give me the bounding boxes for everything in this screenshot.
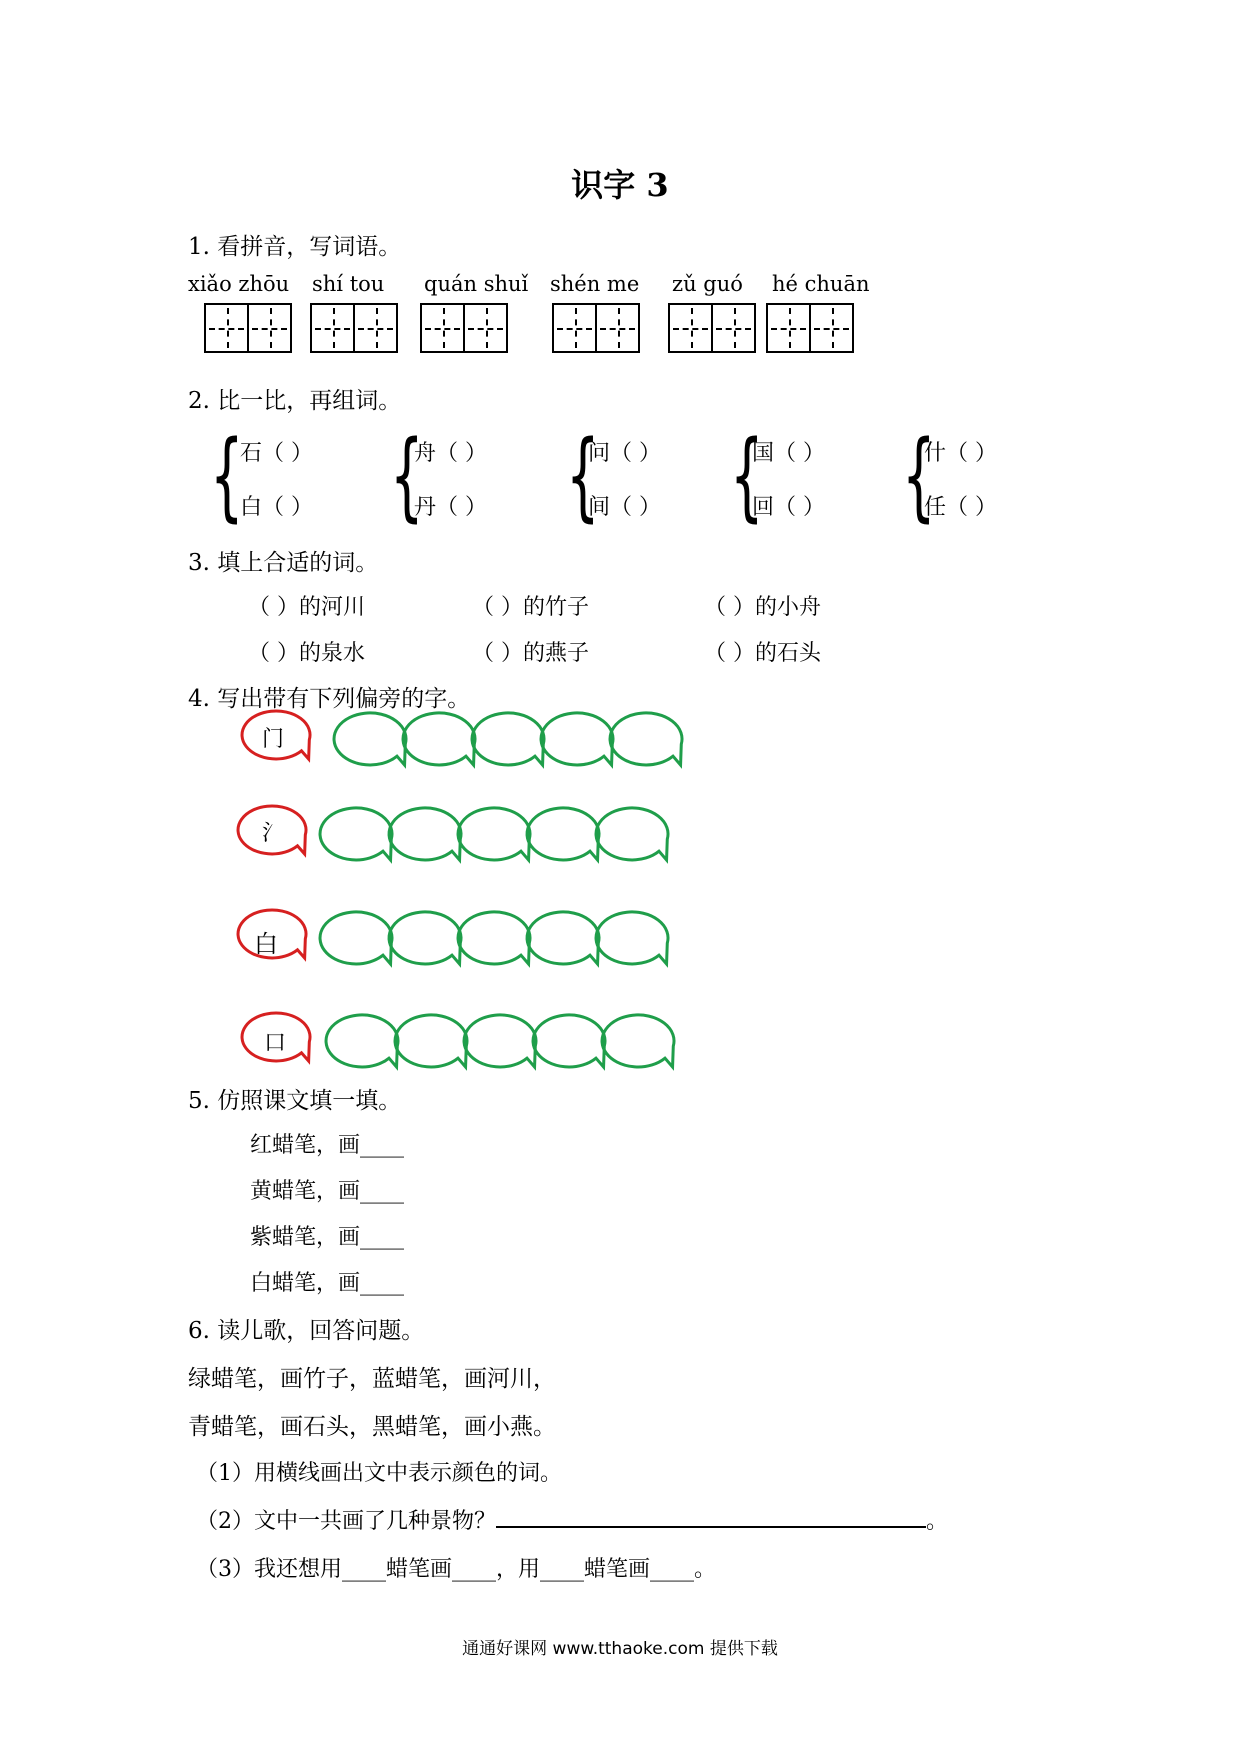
answer-bubble-3-2[interactable] bbox=[389, 912, 461, 964]
answer-bubble-3-1[interactable] bbox=[320, 912, 392, 964]
brace-3: { bbox=[566, 420, 600, 532]
q6-sub3: （3）我还想用____蜡笔画____，用____蜡笔画____。 bbox=[196, 1557, 716, 1582]
pinyin-1: xiǎo zhōu bbox=[188, 272, 290, 296]
q5-heading: 5. 仿照课文填一填。 bbox=[188, 1088, 402, 1114]
answer-bubble-1-3[interactable] bbox=[472, 713, 544, 765]
imitate-line-2: 黄蜡笔，画____ bbox=[250, 1179, 405, 1204]
answer-bubble-1-1[interactable] bbox=[334, 713, 406, 765]
q4-heading: 4. 写出带有下列偏旁的字。 bbox=[188, 686, 471, 712]
poem-line-1: 绿蜡笔，画竹子，蓝蜡笔，画河川， bbox=[188, 1366, 556, 1392]
compare-bottom-4: 回（ ） bbox=[752, 495, 825, 520]
radical-3: 白 bbox=[254, 930, 278, 958]
pinyin-4: shén me bbox=[550, 272, 640, 296]
fill-word-1: （ ）的河川 bbox=[248, 595, 365, 620]
imitate-line-3: 紫蜡笔，画____ bbox=[250, 1225, 405, 1250]
answer-bubble-3-4[interactable] bbox=[527, 912, 599, 964]
q2-heading: 2. 比一比，再组词。 bbox=[188, 388, 402, 414]
imitate-line-4: 白蜡笔，画____ bbox=[250, 1271, 405, 1296]
answer-bubble-2-5[interactable] bbox=[596, 808, 668, 860]
fill-word-2: （ ）的竹子 bbox=[472, 595, 589, 620]
answer-bubble-2-4[interactable] bbox=[527, 808, 599, 860]
q6-sub2-end: 。 bbox=[926, 1509, 949, 1534]
compare-bottom-5: 任（ ） bbox=[924, 495, 997, 520]
page-title: 识字 3 bbox=[571, 166, 669, 204]
imitate-line-1: 红蜡笔，画____ bbox=[250, 1133, 405, 1158]
q6-sub2-line bbox=[196, 1504, 948, 1535]
poem-line-2: 青蜡笔，画石头，黑蜡笔，画小燕。 bbox=[188, 1414, 556, 1440]
answer-bubble-2-3[interactable] bbox=[458, 808, 530, 860]
answer-bubble-3-5[interactable] bbox=[596, 912, 668, 964]
compare-bottom-1: 白（ ） bbox=[240, 495, 313, 520]
answer-bubble-4-2[interactable] bbox=[395, 1015, 467, 1067]
compare-bottom-3: 间（ ） bbox=[588, 495, 661, 520]
brace-2: { bbox=[390, 420, 424, 532]
q1-heading: 1. 看拼音，写词语。 bbox=[188, 234, 402, 260]
fill-word-6: （ ）的石头 bbox=[704, 641, 821, 666]
pinyin-5: zǔ guó bbox=[672, 272, 743, 296]
compare-top-5: 什（ ） bbox=[924, 441, 997, 466]
answer-bubble-3-3[interactable] bbox=[458, 912, 530, 964]
brace-5: { bbox=[902, 420, 936, 532]
q3-heading: 3. 填上合适的词。 bbox=[188, 550, 379, 576]
q6-sub1: （1）用横线画出文中表示颜色的词。 bbox=[196, 1461, 562, 1486]
answer-bubble-4-1[interactable] bbox=[326, 1015, 398, 1067]
pinyin-2: shí tou bbox=[312, 272, 385, 296]
answer-bubble-1-2[interactable] bbox=[403, 713, 475, 765]
brace-1: { bbox=[210, 420, 244, 532]
answer-bubble-1-5[interactable] bbox=[610, 713, 682, 765]
compare-bottom-2: 丹（ ） bbox=[414, 495, 487, 520]
q6-heading: 6. 读儿歌，回答问题。 bbox=[188, 1318, 425, 1344]
q6-sub2: （2）文中一共画了几种景物？ bbox=[196, 1509, 496, 1534]
compare-top-1: 石（ ） bbox=[240, 441, 313, 466]
answer-bubble-2-1[interactable] bbox=[320, 808, 392, 860]
compare-top-3: 问（ ） bbox=[588, 441, 661, 466]
compare-top-2: 舟（ ） bbox=[414, 441, 487, 466]
answer-bubble-2-2[interactable] bbox=[389, 808, 461, 860]
radical-2: 氵 bbox=[262, 821, 285, 846]
answer-bubble-4-4[interactable] bbox=[533, 1015, 605, 1067]
compare-top-4: 国（ ） bbox=[752, 441, 825, 466]
answer-bubble-4-3[interactable] bbox=[464, 1015, 536, 1067]
pinyin-3: quán shuǐ bbox=[424, 272, 529, 296]
fill-word-5: （ ）的燕子 bbox=[472, 641, 589, 666]
fill-word-3: （ ）的小舟 bbox=[704, 595, 821, 620]
answer-bubble-4-5[interactable] bbox=[602, 1015, 674, 1067]
brace-4: { bbox=[730, 420, 764, 532]
answer-underline[interactable] bbox=[496, 1506, 926, 1528]
footer-credit: 通通好课网 www.tthaoke.com 提供下载 bbox=[462, 1639, 778, 1659]
fill-word-4: （ ）的泉水 bbox=[248, 641, 365, 666]
radical-1: 门 bbox=[262, 727, 285, 752]
radical-4: 口 bbox=[264, 1031, 287, 1056]
pinyin-6: hé chuān bbox=[772, 272, 870, 296]
answer-bubble-1-4[interactable] bbox=[541, 713, 613, 765]
